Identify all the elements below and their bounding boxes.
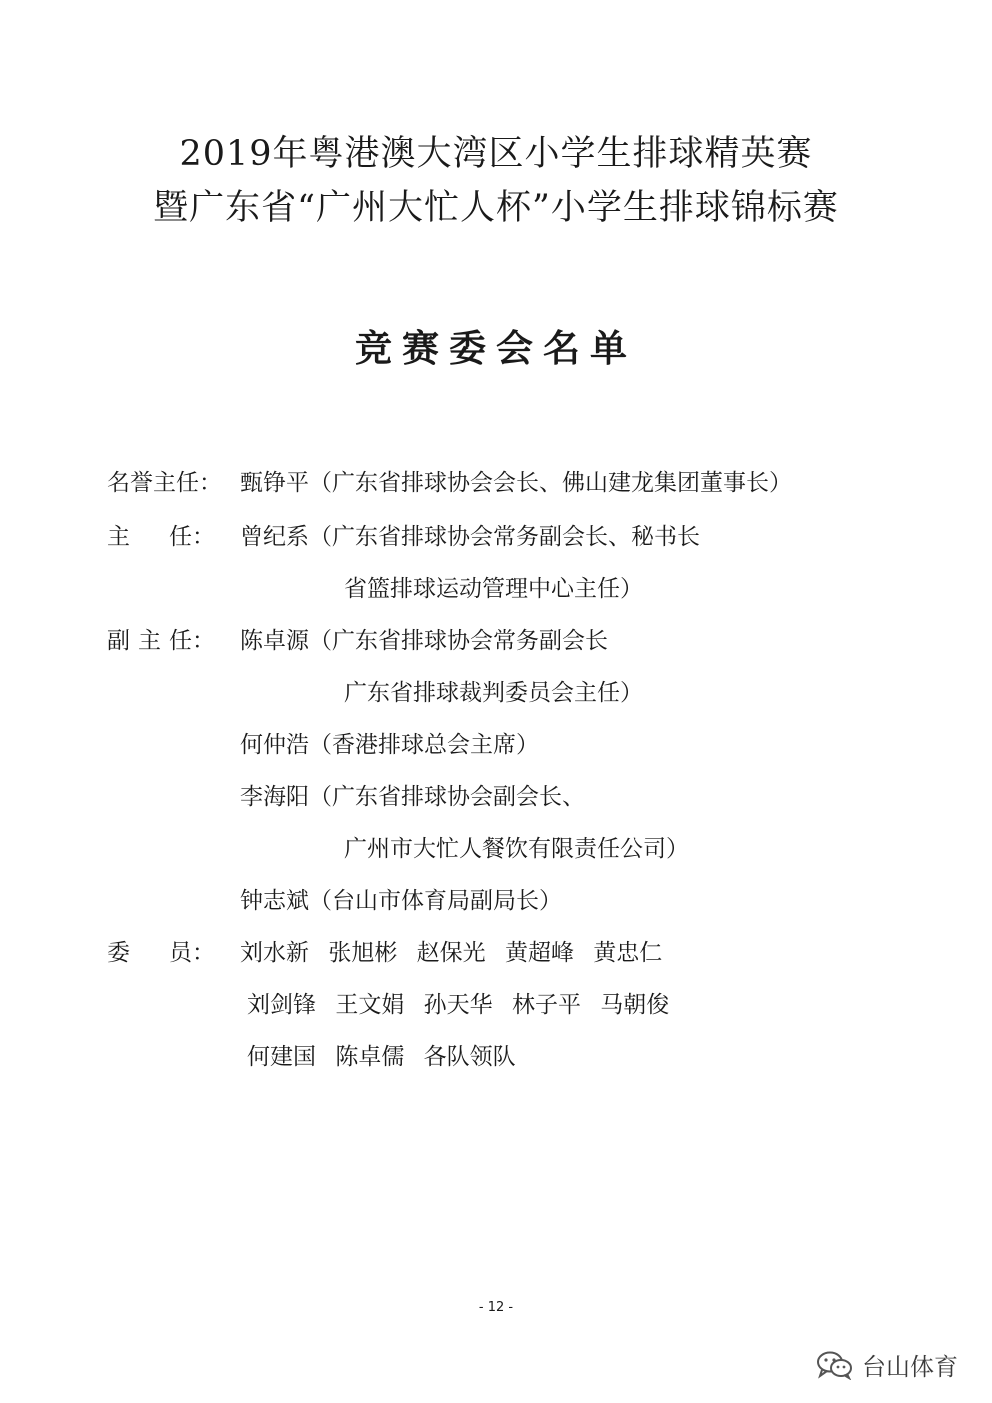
members-row-2 bbox=[247, 989, 681, 1021]
member-name: 黄忠仁 bbox=[593, 940, 663, 966]
role-director-char-2: 任： bbox=[169, 524, 215, 550]
entry-deputy-1-line-1: 陈卓源（广东省排球协会常务副会长 bbox=[240, 628, 608, 654]
page-subtitle: 竞赛委会名单 bbox=[355, 326, 637, 370]
member-name: 刘剑锋 bbox=[247, 992, 316, 1018]
member-name: 各队领队 bbox=[423, 1044, 516, 1070]
role-deputy-char-2: 主 bbox=[138, 628, 161, 654]
role-deputy-director bbox=[107, 625, 215, 657]
role-director bbox=[107, 521, 215, 553]
role-director-char-1: 主 bbox=[107, 524, 130, 550]
watermark bbox=[816, 1347, 958, 1382]
entry-deputy-3-line-2: 广州市大忙人餐饮有限责任公司） bbox=[344, 836, 689, 862]
entry-honorary: 甄铮平（广东省排球协会会长、佛山建龙集团董事长） bbox=[240, 470, 792, 496]
member-name: 刘水新 bbox=[240, 940, 309, 966]
members-row-3 bbox=[247, 1041, 528, 1073]
entry-deputy-3-line-1: 李海阳（广东省排球协会副会长、 bbox=[240, 784, 585, 810]
entry-director-line-2: 省篮排球运动管理中心主任） bbox=[344, 576, 643, 602]
watermark-text: 台山体育 bbox=[862, 1353, 958, 1381]
member-name: 黄超峰 bbox=[504, 940, 574, 966]
role-honorary-director: 名誉主任： bbox=[107, 470, 222, 496]
member-name: 孙天华 bbox=[423, 992, 493, 1018]
title-line-1: 2019年粤港澳大湾区小学生排球精英赛 bbox=[179, 134, 813, 174]
role-deputy-char-3: 任： bbox=[169, 628, 215, 654]
role-deputy-char-1: 副 bbox=[107, 628, 130, 654]
role-members bbox=[107, 937, 215, 969]
entry-deputy-2: 何仲浩（香港排球总会主席） bbox=[240, 732, 539, 758]
member-name: 何建国 bbox=[247, 1044, 316, 1070]
role-members-char-1: 委 bbox=[107, 940, 130, 966]
member-name: 张旭彬 bbox=[328, 940, 398, 966]
member-name: 马朝俊 bbox=[600, 992, 670, 1018]
entry-director-line-1: 曾纪系（广东省排球协会常务副会长、秘书长 bbox=[240, 524, 700, 550]
entry-deputy-1-line-2: 广东省排球裁判委员会主任） bbox=[344, 680, 643, 706]
entry-deputy-4: 钟志斌（台山市体育局副局长） bbox=[240, 888, 562, 914]
title-line-2: 暨广东省“广州大忙人杯”小学生排球锦标赛 bbox=[153, 188, 839, 228]
member-name: 赵保光 bbox=[416, 940, 486, 966]
wechat-icon bbox=[816, 1350, 854, 1380]
members-row-1 bbox=[240, 937, 674, 969]
page-number: - 12 - bbox=[478, 1300, 514, 1315]
member-name: 王文娟 bbox=[335, 992, 405, 1018]
role-members-char-2: 员： bbox=[169, 940, 215, 966]
member-name: 陈卓儒 bbox=[335, 1044, 405, 1070]
member-name: 林子平 bbox=[511, 992, 581, 1018]
